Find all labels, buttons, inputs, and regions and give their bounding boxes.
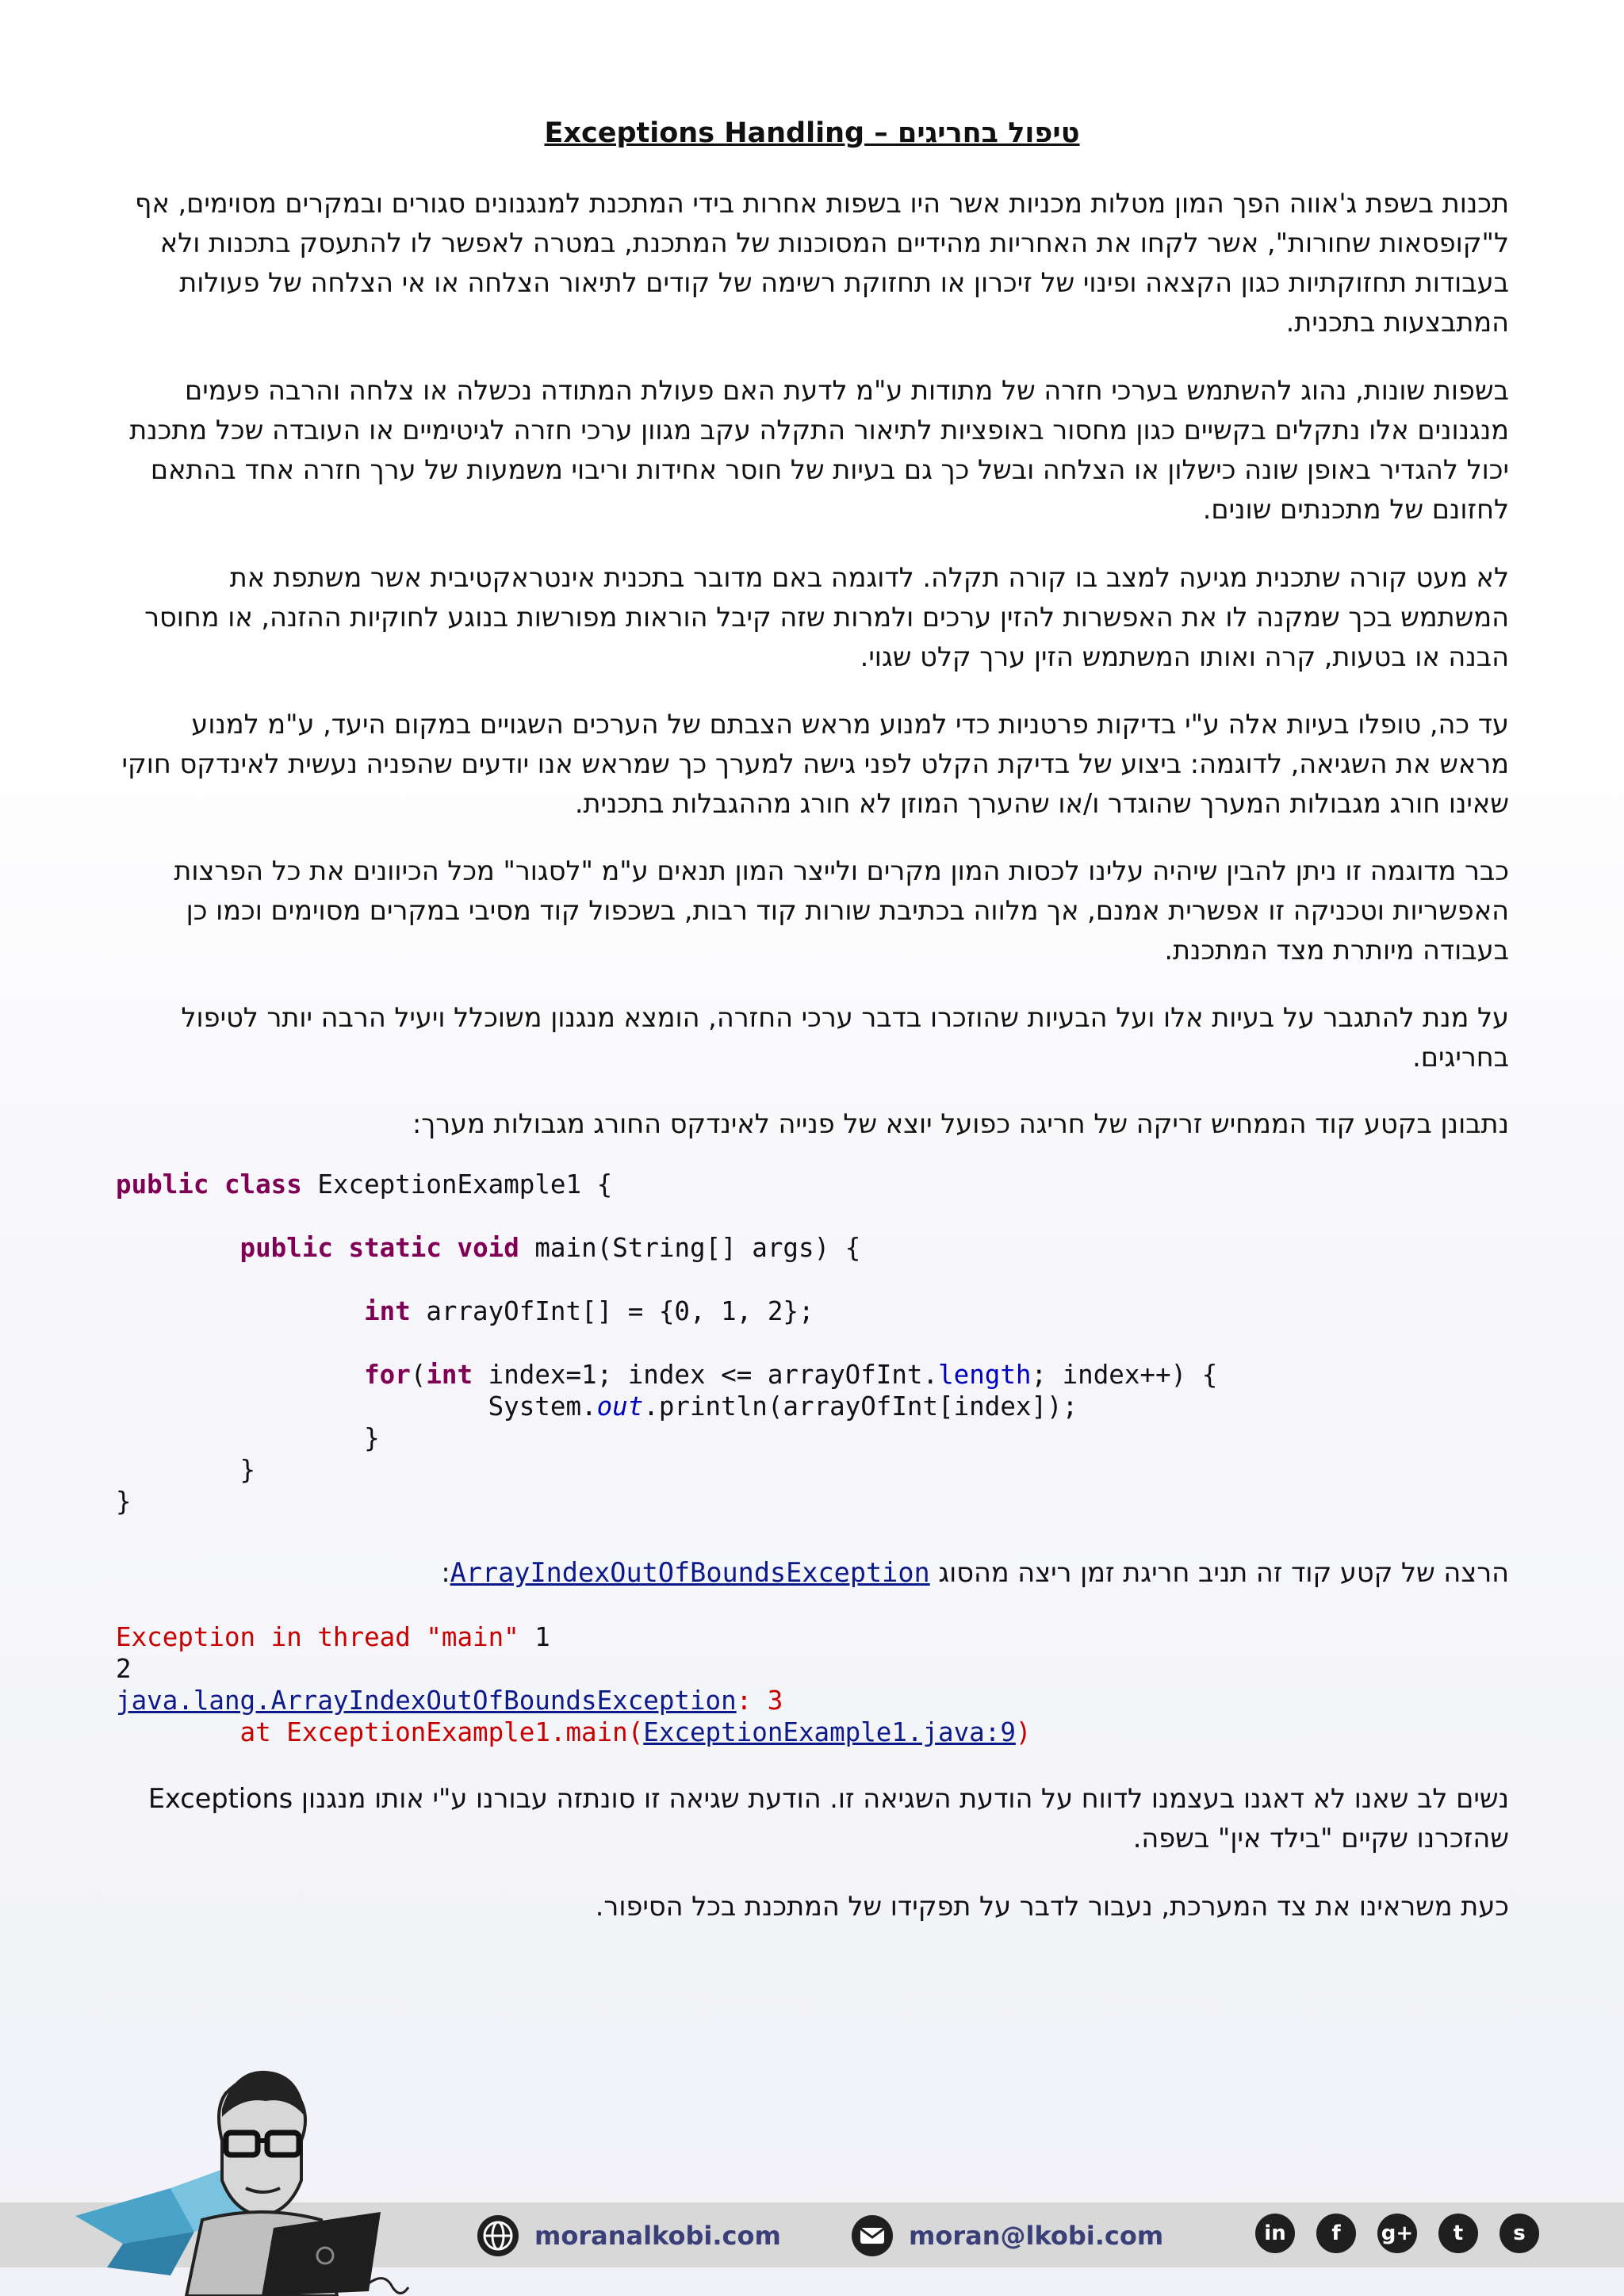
console-output: [116, 1621, 1031, 1748]
stack-trace-close: ): [1015, 1717, 1032, 1747]
linkedin-icon[interactable]: in: [1255, 2214, 1295, 2253]
paragraph-4: עד כה, טופלו בעיות אלה ע"י בדיקות פרטניות כדי למנוע מראש הצבתם של הערכים השגויים במקום היעד, ע"מ למנוע מראש את השגיאה, לדוגמה: ביצוע של בדיקת הקלט לפני גישה למערך כך שמראש אנו יודעים שהפניה נעשית לאינדקס חוקי שאינו חורג מגבולות המערך שהוגדר ו/או שהערך המוזן לא חורג מההגבלות בתכנית.: [121, 709, 1509, 819]
closing-paragraph-1: נשים לב שאנו לא דאגנו בעצמנו לדווח על הודעת השגיאה זו. הודעת שגיאה זו סונתזה עבורנו ע"י אותו מנגנון Exceptions שהזכרנו שקיים "בילד אין" בשפה.: [147, 1783, 1509, 1854]
code-brace: }: [239, 1455, 256, 1485]
code-keyword: int: [364, 1296, 411, 1326]
paragraph-3: לא מעט קורה שתכנית מגיעה למצב בו קורה תקלה. לדוגמה באם מדובר בתכנית אינטראקטיבית אשר משתפת את המשתמש בכך שמקנה לו את האפשרות להזין ערכים ולמרות שזה קיבל הוראות מפורשות בנוגע לחוקיות ההזנה, או מחוסר הבנה או בטעות, קרה ואותו המשתמש הזין ערך קלט שגוי.: [144, 562, 1509, 672]
email-icon: [850, 2214, 894, 2258]
output-value: 2: [116, 1654, 132, 1684]
code-field: length: [938, 1360, 1032, 1390]
code-keyword: class: [224, 1169, 302, 1200]
stack-trace-line: at ExceptionExample1.main(: [239, 1717, 644, 1747]
paragraph-2: בשפות שונות, נהוג להשתמש בערכי חזרה של מתודות ע"מ לדעת האם פעולת המתודה נכשלה או צלחה והרבה פעמים מנגנונים אלו נתקלים בקשיים כגון מחסור באופציות לתיאור התקלה עקב מגוון ערכי חזרה לגיטימיים או העובדה שכל מתכנת יכול להגדיר באופן שונה כישלון או הצלחה ובשל כך גם בעיות של חוסר אחידות וריבוי משמעות של ערך חזרה אחד בהתאם לחזונם של מתכנתים שונים.: [129, 375, 1509, 525]
globe-icon: [476, 2214, 520, 2258]
run-sentence: [116, 1553, 1509, 1593]
output-error-text: : 3: [736, 1686, 783, 1716]
code-text: .println(arrayOfInt[index]);: [643, 1391, 1078, 1422]
paragraph-1: תכנות בשפת ג'אווה הפך המון מטלות מכניות אשר היו בשפות אחרות בידי המתכנת למנגנונים סגורים ובמקרים מסוימים, אף ל"קופסאות שחורות", אשר לקחו את האחריות מהידיים המסוכנות של המתכנת, במטרה לאפשר לו להתעסק בתכנות ולא בעבודות תחזוקתיות כגון הקצאה ופינוי של זיכרון או תחזוקת רשימה של קודים לתיאור הצלחה או אי הצלחה של פעולות המתבצעות בתכנית.: [135, 188, 1509, 338]
skype-icon[interactable]: s: [1500, 2214, 1539, 2253]
email-link[interactable]: moran@lkobi.com: [909, 2221, 1164, 2251]
code-block: [116, 1169, 1217, 1517]
code-text: main(String[] args) {: [519, 1233, 861, 1263]
exception-type-link[interactable]: ArrayIndexOutOfBoundsException: [450, 1557, 930, 1588]
code-text: ; index++) {: [1031, 1360, 1218, 1390]
code-brace: }: [116, 1487, 132, 1517]
paragraph-7: נתבונן בקטע קוד הממחיש זריקה של חריגה כפועל יוצא של פנייה לאינדקס החורג מגבולות מערך:: [412, 1108, 1509, 1139]
google-plus-icon[interactable]: g+: [1377, 2214, 1417, 2253]
paragraph-6: על מנת להתגבר על בעיות אלו ועל הבעיות שהוזכרו בדבר ערכי החזרה, הומצא מנגנון משוכלל ויעיל הרבה יותר לטיפול בחריגים.: [181, 1002, 1509, 1073]
closing-paragraph-2: כעת משראינו את צד המערכת, נעבור לדבר על תפקידו של המתכנת בכל הסיפור.: [595, 1891, 1509, 1922]
code-keyword: public: [239, 1233, 333, 1263]
code-keyword: static: [348, 1233, 442, 1263]
code-field: out: [596, 1391, 644, 1422]
run-sentence-colon: :: [441, 1557, 450, 1588]
code-keyword: int: [426, 1360, 473, 1390]
code-text: arrayOfInt[] = {0, 1, 2};: [410, 1296, 814, 1326]
footer-email[interactable]: [850, 2212, 1163, 2260]
twitter-icon[interactable]: t: [1438, 2214, 1478, 2253]
code-keyword: public: [116, 1169, 209, 1200]
output-error-text: Exception in thread "main": [116, 1622, 519, 1652]
code-keyword: for: [364, 1360, 411, 1390]
code-text: index=1; index <= arrayOfInt.: [473, 1360, 939, 1390]
author-avatar-illustration: [75, 2061, 448, 2296]
website-link[interactable]: moranalkobi.com: [534, 2221, 781, 2251]
code-keyword: void: [457, 1233, 519, 1263]
footer-website[interactable]: [476, 2212, 781, 2260]
source-location-link[interactable]: ExceptionExample1.java:9: [643, 1717, 1016, 1747]
exception-class-link[interactable]: java.lang.ArrayIndexOutOfBoundsException: [116, 1686, 737, 1716]
page-title: טיפול בחריגים – Exceptions Handling: [544, 117, 1080, 149]
code-text: (: [410, 1360, 427, 1390]
run-sentence-text: הרצה של קטע קוד זה תניב חריגת זמן ריצה מהסוג: [938, 1557, 1509, 1588]
code-text: System.: [488, 1391, 597, 1422]
code-brace: }: [364, 1423, 380, 1453]
facebook-icon[interactable]: f: [1316, 2214, 1356, 2253]
paragraph-5: כבר מדוגמה זו ניתן להבין שיהיה עלינו לכסות המון מקרים ולייצר המון תנאים ע"מ "לסגור" מכל הכיוונים את כל הפרצות האפשריות וטכניקה זו אפשרית אמנם, אך מלווה בכתיבת שורות קוד רבות, בשכפול קוד מסיבי במקרים מסוימים וכמו כן בעבודה מיותרת מצד המתכנת.: [174, 855, 1509, 966]
output-value: 1: [519, 1622, 550, 1652]
social-icons: [1255, 2214, 1539, 2253]
code-text: ExceptionExample1 {: [301, 1169, 613, 1200]
